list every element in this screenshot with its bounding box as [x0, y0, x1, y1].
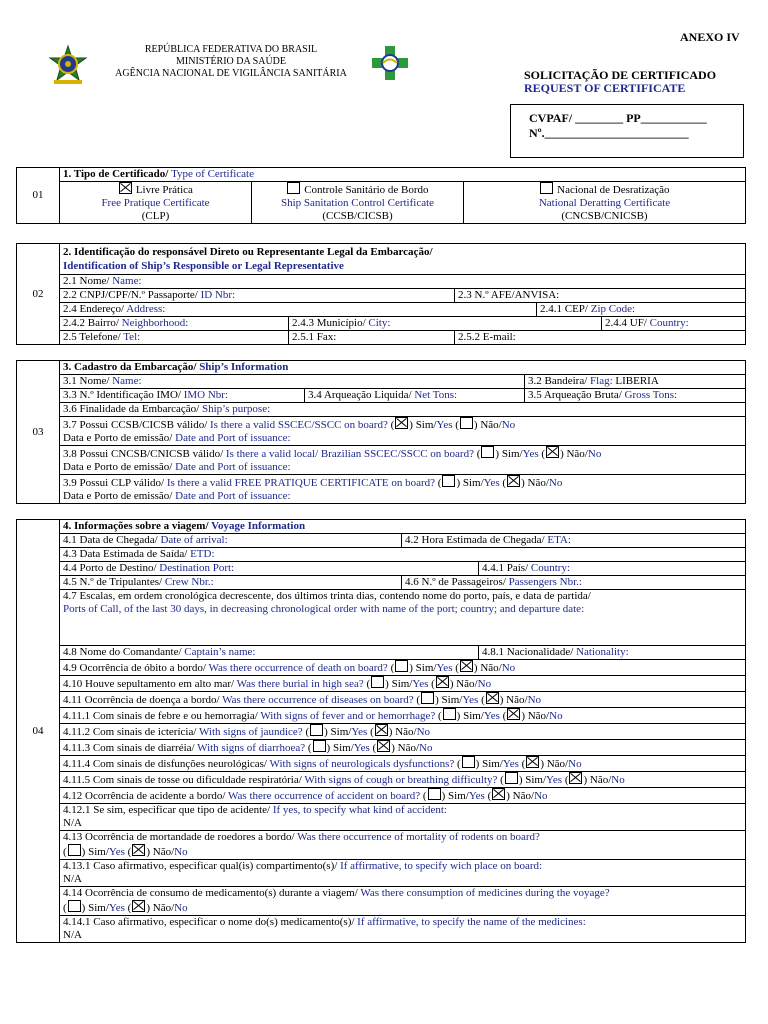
- title-pt: SOLICITAÇÃO DE CERTIFICADO: [524, 68, 717, 82]
- q-4-11-4: 4.11.4 Com sinais de disfunções neurológicas/ With signs of neurologicals dysfunctions? ( ) Sim/Yes ( ) Não/No: [60, 756, 746, 772]
- q-4-10: 4.10 Houve sepultamento em alto mar/ Was there burial in high sea? ( ) Sim/Yes ( ) Não/No: [60, 676, 746, 692]
- passengers-number-field[interactable]: 4.6 N.º de Passageiros/ Passengers Nbr.:: [402, 576, 746, 590]
- etd-field[interactable]: 4.3 Data Estimada de Saída/ ETD:: [60, 548, 746, 562]
- eta-field[interactable]: 4.2 Hora Estimada de Chegada/ ETA:: [402, 534, 746, 548]
- number-field[interactable]: Nº.________________________: [529, 126, 689, 140]
- section-3-table: [16, 360, 746, 504]
- gov-line-1: REPÚBLICA FEDERATIVA DO BRASIL: [144, 44, 318, 55]
- q-4-13: 4.13 Ocorrência de mortandade de roedores a bordo/ Was there occurrence of mortality of rodents on board? ( ) Sim/Yes ( ) Não/No: [60, 831, 746, 860]
- date-port-issuance-field[interactable]: Data e Porto de emissão/ Date and Port of issuance:: [60, 432, 746, 446]
- checkbox[interactable]: [310, 724, 323, 736]
- address-field[interactable]: 2.4 Endereço/ Address:: [60, 303, 537, 317]
- destination-port-field[interactable]: 4.4 Porto de Destino/ Destination Port:: [60, 562, 479, 576]
- checkbox-checked[interactable]: [132, 900, 145, 912]
- checkbox[interactable]: [421, 692, 434, 704]
- checkbox[interactable]: [68, 844, 81, 856]
- q-4-14: 4.14 Ocorrência de consumo de medicamento(s) durante a viagem/ Was there consumption of medicines during the voyage? ( ) Sim/Yes ( ) Não/No: [60, 887, 746, 916]
- zip-code-field[interactable]: 2.4.1 CEP/ Zip Code:: [537, 303, 746, 317]
- checkbox[interactable]: [462, 756, 475, 768]
- checkbox-checked[interactable]: [436, 676, 449, 688]
- destination-country-field[interactable]: 4.4.1 País/ Country:: [479, 562, 746, 576]
- section-2-title: 2. Identificação do responsável Direto ou Representante Legal da Embarcação/ Identification of Ship’s Responsible or Legal Representative: [60, 244, 746, 275]
- section-1-title: 1. Tipo de Certificado/ Type of Certificate: [60, 168, 746, 182]
- checkbox[interactable]: [371, 676, 384, 688]
- q-3-9: 3.9 Possui CLP válido/ Is there a valid FREE PRATIQUE CERTIFICATE on board? ( ) Sim/Yes ( ) Não/No: [60, 475, 746, 491]
- phone-field[interactable]: 2.5 Telefone/ Tel:: [60, 331, 289, 345]
- cert-option-ccsb[interactable]: Controle Sanitário de Bordo Ship Sanitation Control Certificate (CCSB/CICSB): [252, 182, 464, 224]
- gross-tons-field[interactable]: 3.5 Arqueação Bruta/ Gross Tons:: [525, 389, 746, 403]
- q-4-11-1: 4.11.1 Com sinais de febre e ou hemorragia/ With signs of fever and or hemorrhage? ( ) Sim/Yes ( ) Não/No: [60, 708, 746, 724]
- date-port-issuance-field[interactable]: Data e Porto de emissão/ Date and Port of issuance:: [60, 490, 746, 504]
- section-number: 01: [17, 168, 60, 224]
- checkbox[interactable]: [443, 708, 456, 720]
- checkbox[interactable]: [481, 446, 494, 458]
- section-number: 03: [17, 361, 60, 504]
- ship-purpose-field[interactable]: 3.6 Finalidade da Embarcação/ Ship’s purpose:: [60, 403, 746, 417]
- checkbox-checked[interactable]: [507, 475, 520, 487]
- brazil-coat-of-arms-icon: [46, 44, 90, 88]
- checkbox-checked[interactable]: [132, 844, 145, 856]
- section-number: 02: [17, 244, 60, 345]
- checkbox[interactable]: [428, 788, 441, 800]
- title-en: REQUEST OF CERTIFICATE: [524, 81, 686, 95]
- cert-option-cncsb[interactable]: Nacional de Desratização National Deratting Certificate (CNCSB/CNICSB): [464, 182, 746, 224]
- captain-nationality-field[interactable]: 4.8.1 Nacionalidade/ Nationality:: [479, 646, 746, 660]
- flag-field[interactable]: 3.2 Bandeira/ Flag: LIBERIA: [525, 375, 746, 389]
- section-2-table: [16, 243, 746, 345]
- checkbox[interactable]: [505, 772, 518, 784]
- date-port-issuance-field[interactable]: Data e Porto de emissão/ Date and Port of issuance:: [60, 461, 746, 475]
- gov-line-3: AGÊNCIA NACIONAL DE VIGILÂNCIA SANITÁRIA: [115, 68, 347, 79]
- gov-line-2: MINISTÉRIO DA SAÚDE: [176, 56, 286, 67]
- section-3-title: 3. Cadastro da Embarcação/ Ship’s Information: [60, 361, 746, 375]
- checkbox-checked[interactable]: [377, 740, 390, 752]
- checkbox-checked[interactable]: [395, 417, 408, 429]
- q-4-12-1[interactable]: 4.12.1 Se sim, especificar que tipo de acidente/ If yes, to specify what kind of accident: N/A: [60, 804, 746, 831]
- checkbox[interactable]: [540, 182, 553, 194]
- cvpaf-field[interactable]: CVPAF/ ________ PP___________: [529, 111, 707, 125]
- id-number-field[interactable]: 2.2 CNPJ/CPF/N.º Passaporte/ ID Nbr:: [60, 289, 455, 303]
- cvpaf-box: [510, 104, 744, 158]
- q-4-11: 4.11 Ocorrência de doença a bordo/ Was there occurrence of diseases on board? ( ) Sim/Yes ( ) Não/No: [60, 692, 746, 708]
- checkbox[interactable]: [442, 475, 455, 487]
- ports-of-call-field[interactable]: 4.7 Escalas, em ordem cronológica decrescente, dos últimos trinta dias, contendo nome do porto, país, e data de partida/ Ports of Call, of the last 30 days, in decreasing chronological order with name of the port; country; and departure date:: [60, 590, 746, 646]
- fax-field[interactable]: 2.5.1 Fax:: [289, 331, 455, 345]
- name-field[interactable]: 2.1 Nome/ Name:: [60, 275, 746, 289]
- q-4-13-1[interactable]: 4.13.1 Caso afirmativo, especificar qual(is) compartimento(s)/ If affirmative, to specify wich place on board: N/A: [60, 860, 746, 887]
- q-3-7: 3.7 Possui CCSB/CICSB válido/ Is there a valid SSCEC/SSCC on board? ( ) Sim/Yes ( ) Não/No: [60, 417, 746, 433]
- q-4-14-1[interactable]: 4.14.1 Caso afirmativo, especificar o nome do(s) medicamento(s)/ If affirmative, to specify the name of the medicines: N/A: [60, 916, 746, 943]
- government-header: [96, 44, 366, 80]
- q-4-12: 4.12 Ocorrência de acidente a bordo/ Was there occurrence of accident on board? ( ) Sim/Yes ( ) Não/No: [60, 788, 746, 804]
- checkbox-checked[interactable]: [526, 756, 539, 768]
- section-4-title: 4. Informações sobre a viagem/ Voyage Information: [60, 520, 746, 534]
- q-4-11-2: 4.11.2 Com sinais de icterícia/ With signs of jaundice? ( ) Sim/Yes ( ) Não/No: [60, 724, 746, 740]
- country-field[interactable]: 2.4.4 UF/ Country:: [602, 317, 746, 331]
- checkbox-checked[interactable]: [546, 446, 559, 458]
- city-field[interactable]: 2.4.3 Município/ City:: [289, 317, 602, 331]
- annex-label: ANEXO IV: [680, 30, 740, 44]
- imo-number-field[interactable]: 3.3 N.º Identificação IMO/ IMO Nbr:: [60, 389, 305, 403]
- checkbox-checked[interactable]: [119, 182, 132, 194]
- checkbox-checked[interactable]: [492, 788, 505, 800]
- afe-anvisa-field[interactable]: 2.3 N.º AFE/ANVISA:: [455, 289, 746, 303]
- checkbox[interactable]: [395, 660, 408, 672]
- ship-name-field[interactable]: 3.1 Nome/ Name:: [60, 375, 525, 389]
- checkbox[interactable]: [287, 182, 300, 194]
- q-4-11-5: 4.11.5 Com sinais de tosse ou dificuldade respiratória/ With signs of cough or breathing difficulty? ( ) Sim/Yes ( ) Não/No: [60, 772, 746, 788]
- section-1-table: [16, 167, 746, 224]
- q-4-9: 4.9 Ocorrência de óbito a bordo/ Was there occurrence of death on board? ( ) Sim/Yes ( ) Não/No: [60, 660, 746, 676]
- neighborhood-field[interactable]: 2.4.2 Bairro/ Neighborhood:: [60, 317, 289, 331]
- checkbox-checked[interactable]: [460, 660, 473, 672]
- checkbox-checked[interactable]: [569, 772, 582, 784]
- q-3-8: 3.8 Possui CNCSB/CNICSB válido/ Is there a valid local/ Brazilian SSCEC/SSCC on board? ( ) Sim/Yes ( ) Não/No: [60, 446, 746, 462]
- checkbox-checked[interactable]: [375, 724, 388, 736]
- section-number: 04: [17, 520, 60, 943]
- checkbox[interactable]: [313, 740, 326, 752]
- net-tons-field[interactable]: 3.4 Arqueação Liquida/ Net Tons:: [305, 389, 525, 403]
- section-4-table: [16, 519, 746, 943]
- cert-option-clp[interactable]: Livre Prática Free Pratique Certificate (CLP): [60, 182, 252, 224]
- email-field[interactable]: 2.5.2 E-mail:: [455, 331, 746, 345]
- checkbox-checked[interactable]: [507, 708, 520, 720]
- anvisa-logo-icon: [368, 44, 412, 82]
- checkbox[interactable]: [460, 417, 473, 429]
- checkbox[interactable]: [68, 900, 81, 912]
- checkbox-checked[interactable]: [486, 692, 499, 704]
- crew-number-field[interactable]: 4.5 N.º de Tripulantes/ Crew Nbr.:: [60, 576, 402, 590]
- captain-name-field[interactable]: 4.8 Nome do Comandante/ Captain’s name:: [60, 646, 479, 660]
- arrival-date-field[interactable]: 4.1 Data de Chegada/ Date of arrival:: [60, 534, 402, 548]
- q-4-11-3: 4.11.3 Com sinais de diarréia/ With signs of diarrhoea? ( ) Sim/Yes ( ) Não/No: [60, 740, 746, 756]
